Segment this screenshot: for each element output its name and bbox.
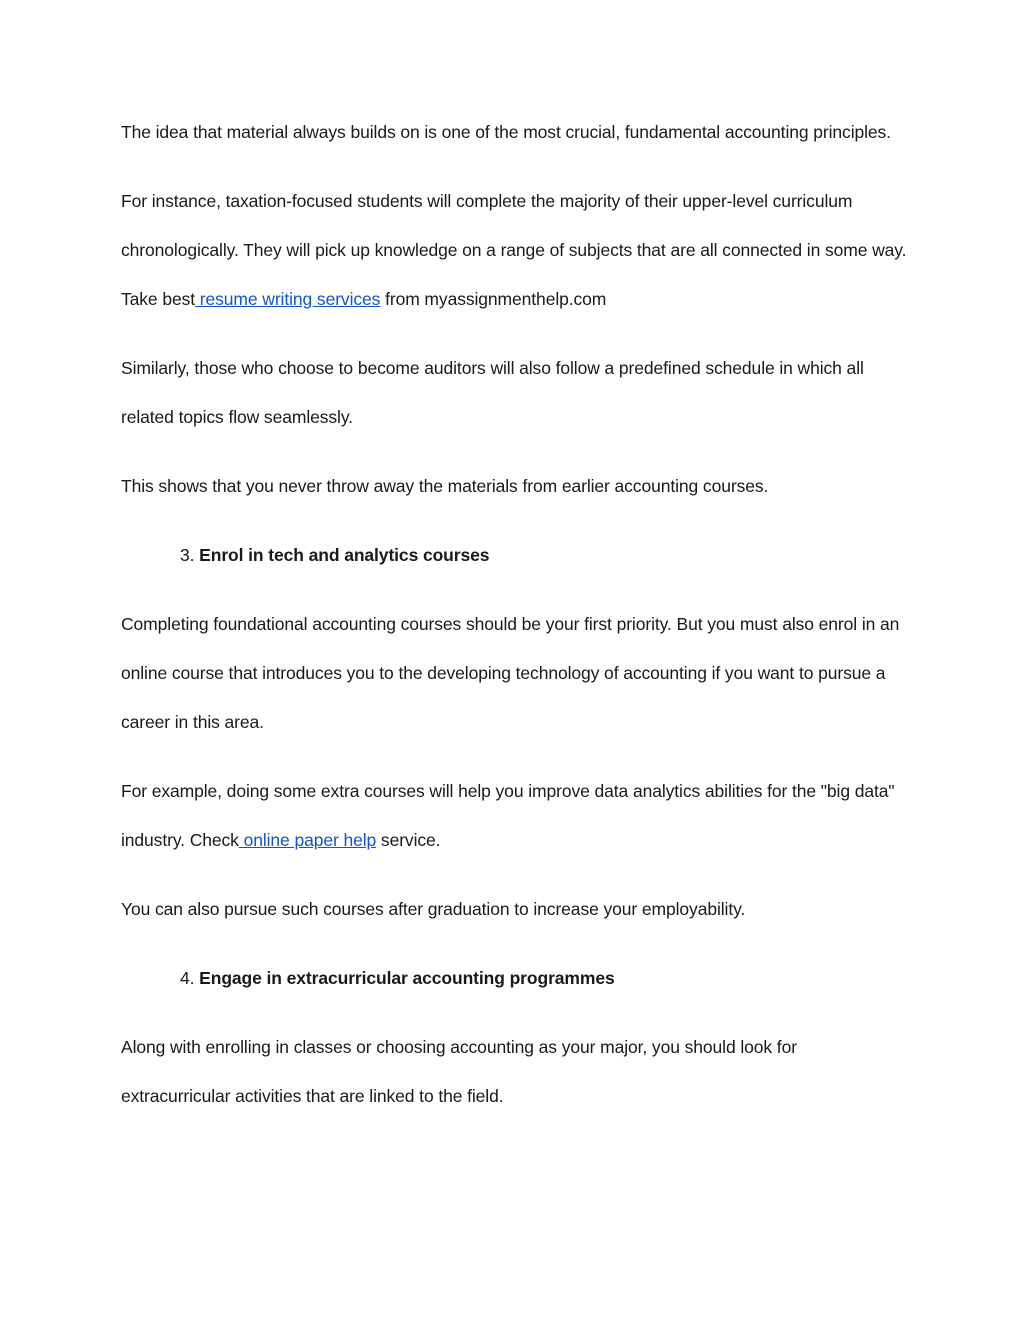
heading-number: 4. xyxy=(180,968,200,988)
document-page xyxy=(121,108,911,1141)
paragraph-text: from myassignmenthelp.com xyxy=(380,289,607,309)
paragraph-materials: This shows that you never throw away the materials from earlier accounting courses. xyxy=(121,476,769,496)
paragraph-text: For instance, taxation-focused students will complete the majority of their upper-level curriculum chronologically. They will pick up knowledge on a range of subjects that are all connected in some way. Take best xyxy=(121,191,907,309)
paragraph-employability: You can also pursue such courses after graduation to increase your employability. xyxy=(121,899,746,919)
paragraph-intro: The idea that material always builds on is one of the most crucial, fundamental accounting principles. xyxy=(121,122,891,142)
paragraph-big-data xyxy=(121,767,911,865)
paragraph-taxation xyxy=(121,177,911,324)
paragraph-text: service. xyxy=(376,830,441,850)
online-paper-help-link[interactable]: online paper help xyxy=(238,830,377,850)
heading-number: 3. xyxy=(180,545,200,565)
paragraph-extracurricular: Along with enrolling in classes or choosing accounting as your major, you should look for extracurricular activities that are linked to the field. xyxy=(121,1037,797,1106)
paragraph-text: For example, doing some extra courses will help you improve data analytics abilities for the "big data" industry. Check xyxy=(121,781,895,850)
heading-tech-analytics xyxy=(121,531,911,580)
heading-title: Engage in extracurricular accounting programmes xyxy=(199,968,615,988)
resume-writing-services-link[interactable]: resume writing services xyxy=(195,289,381,309)
heading-title: Enrol in tech and analytics courses xyxy=(199,545,490,565)
paragraph-foundational: Completing foundational accounting courses should be your first priority. But you must also enrol in an online course that introduces you to the developing technology of accounting if you want to pursue a career in this area. xyxy=(121,614,900,732)
paragraph-auditors: Similarly, those who choose to become auditors will also follow a predefined schedule in which all related topics flow seamlessly. xyxy=(121,358,864,427)
heading-extracurricular xyxy=(121,954,911,1003)
